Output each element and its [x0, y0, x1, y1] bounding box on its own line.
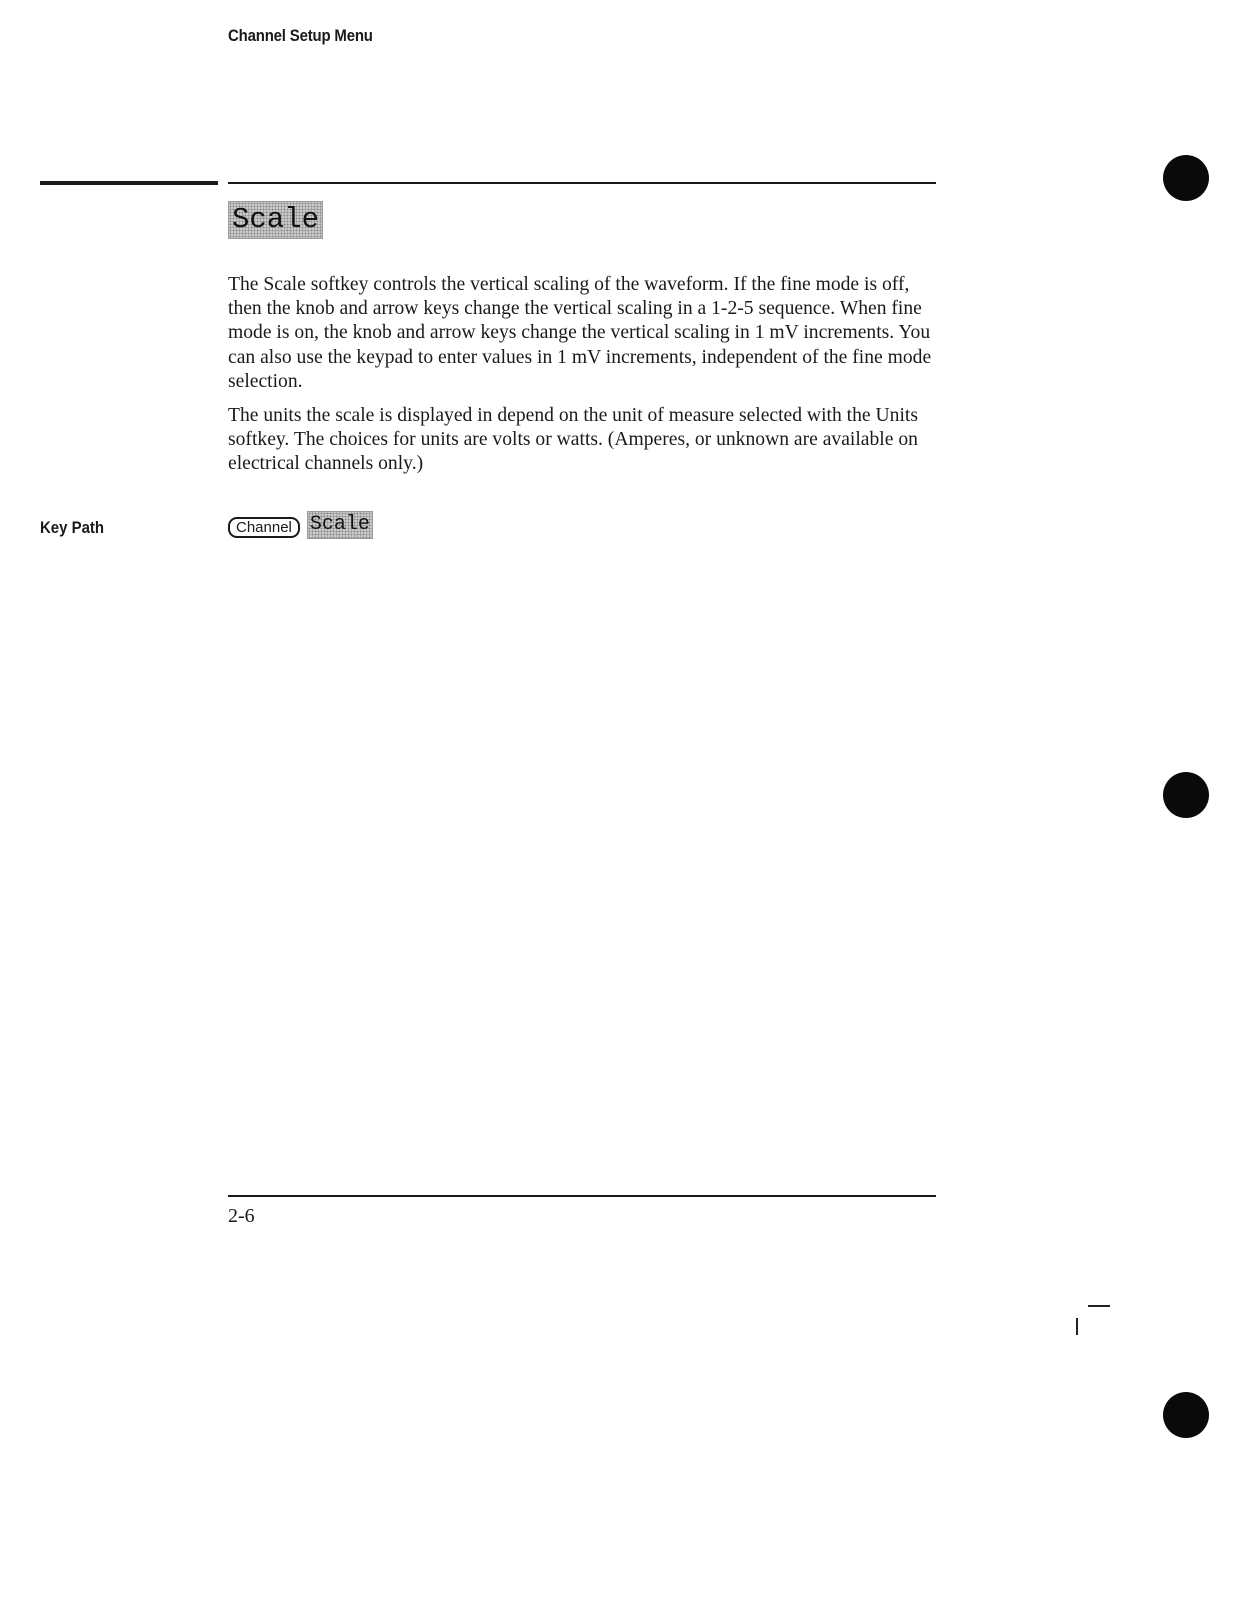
- crop-mark: [1076, 1318, 1078, 1335]
- body-text: [228, 273, 940, 487]
- footer-rule: [228, 1195, 936, 1197]
- section-title-softkey: Scale: [228, 201, 323, 239]
- key-path: [228, 511, 373, 539]
- running-header: Channel Setup Menu: [228, 26, 373, 45]
- section-rule: [228, 182, 936, 184]
- page-number: 2-6: [228, 1205, 255, 1227]
- scale-softkey: Scale: [307, 511, 373, 539]
- punch-hole-icon: [1163, 155, 1209, 201]
- body-paragraph-2: The units the scale is displayed in depend on the unit of measure selected with the Units softkey. The choices for units are volts or watts. (Amperes, or unknown are available on electrical channels only.): [228, 405, 918, 475]
- section-rule-left: [40, 181, 218, 185]
- body-paragraph-1: The Scale softkey controls the vertical scaling of the waveform. If the fine mode is off, then the knob and arrow keys change the vertical scaling in a 1-2-5 sequence. When fine mode is on, the knob and arrow keys change the vertical scaling in 1 mV increments. You can also use the keypad to enter values in 1 mV increments, independent of the fine mode selection.: [228, 274, 932, 392]
- key-path-label: Key Path: [40, 518, 105, 537]
- crop-mark: [1088, 1305, 1110, 1307]
- channel-hard-key: Channel: [228, 517, 300, 538]
- punch-hole-icon: [1163, 772, 1209, 818]
- punch-hole-icon: [1163, 1392, 1209, 1438]
